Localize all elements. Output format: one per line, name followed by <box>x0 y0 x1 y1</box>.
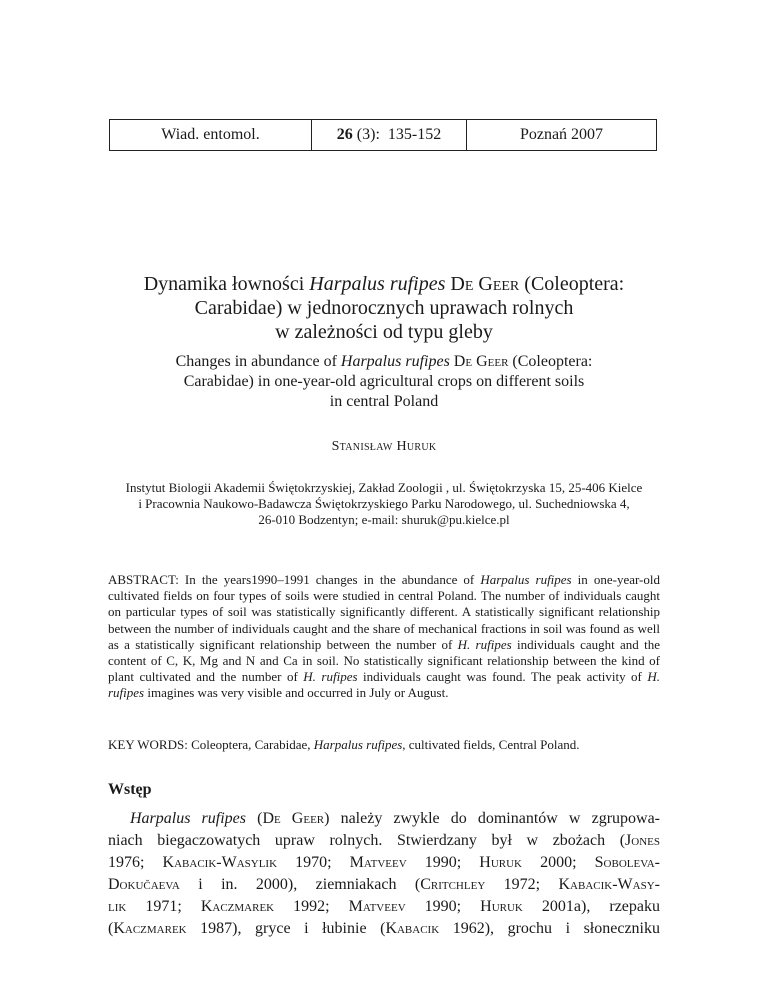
body-line-4: Dokučaeva i in. 2000), ziemniakach (Critchley 1972; Kabacik-Wasy- <box>108 876 660 893</box>
body-line-6: (Kaczmarek 1987), gryce i łubinie (Kabacik 1962), grochu i słoneczniku <box>108 920 660 937</box>
keywords: KEY WORDS: Coleoptera, Carabidae, Harpalus rufipes, cultivated fields, Central Poland. <box>108 737 580 752</box>
species-author: De Geer <box>449 353 509 370</box>
volume-issue <box>312 120 467 150</box>
title-en-line-2: Carabidae) in one-year-old agricultural crops on different soils <box>183 373 585 390</box>
body-line-1: Harpalus rufipes (De Geer) należy zwykle do dominantów w zgrupowa- <box>130 810 661 827</box>
affiliation-line-1: Instytut Biologii Akademii Świętokrzyskiej, Zakład Zoologii , ul. Świętokrzyska 15, 25-406 Kielce <box>125 480 643 495</box>
affiliation <box>80 480 688 528</box>
affiliation-line-3: 26-010 Bodzentyn; e-mail: shuruk@pu.kielce.pl <box>258 512 510 527</box>
body-line-3: 1976; Kabacik-Wasylik 1970; Matveev 1990; Huruk 2000; Soboleva- <box>108 854 660 871</box>
title-polish <box>60 272 708 344</box>
body-line-5: lik 1971; Kaczmarek 1992; Matveev 1990; Huruk 2001a), rzepaku <box>108 898 661 915</box>
issue-pages: (3): 135-152 <box>352 126 442 143</box>
title-pl-line-2: Carabidae) w jednorocznych uprawach rolnych <box>194 297 574 319</box>
volume-number: 26 <box>336 126 353 143</box>
keywords-label: KEY WORDS: <box>108 737 188 752</box>
section-heading: Wstęp <box>108 781 152 798</box>
title-pl-line-3: w zależności od typu gleby <box>275 321 493 343</box>
affiliation-line-2: i Pracownia Naukowo-Badawcza Świętokrzyskiego Parku Narodowego, ul. Suchedniowska 4, <box>138 496 630 511</box>
species-name: Harpalus rufipes <box>309 273 446 295</box>
title-pl-line-1: Dynamika łowności Harpalus rufipes De Geer (Coleoptera: <box>143 273 625 295</box>
author-name: Stanisław Huruk <box>331 439 437 454</box>
title-en-line-3: in central Poland <box>329 393 439 410</box>
title-en-line-1: Changes in abundance of Harpalus rufipes De Geer (Coleoptera: <box>175 353 593 370</box>
journal-header <box>109 119 657 151</box>
title-english <box>60 352 708 412</box>
species-name: Harpalus rufipes <box>340 353 450 370</box>
abstract-label: ABSTRACT: <box>108 572 179 587</box>
body-paragraph <box>108 808 660 940</box>
species-author: De Geer <box>445 273 520 295</box>
place-year: Poznań 2007 <box>519 126 604 143</box>
abstract: ABSTRACT: In the years1990–1991 changes in the abundance of Harpalus rufipes in one-year-old cultivated fields on four types of soils were studied in central Poland. The number of individuals caught on particular types of soil was statistically significantly different. A statistically significant relationship between the number of individuals caught and the share of mechanical fractions in soil was found as well as a statistically significant relationship between the number of H. rufipes individuals caught and the content of C, K, Mg and N and Ca in soil. No statistically significant relationship between the kind of plant cultivated and the number of H. rufipes individuals caught was found. The peak activity of H. rufipes imagines was very visible and occurred in July or August. <box>108 572 661 701</box>
journal-name: Wiad. entomol. <box>110 120 312 150</box>
body-line-2: niach biegaczowatych upraw rolnych. Stwierdzany był w zbożach (Jones <box>108 832 660 849</box>
